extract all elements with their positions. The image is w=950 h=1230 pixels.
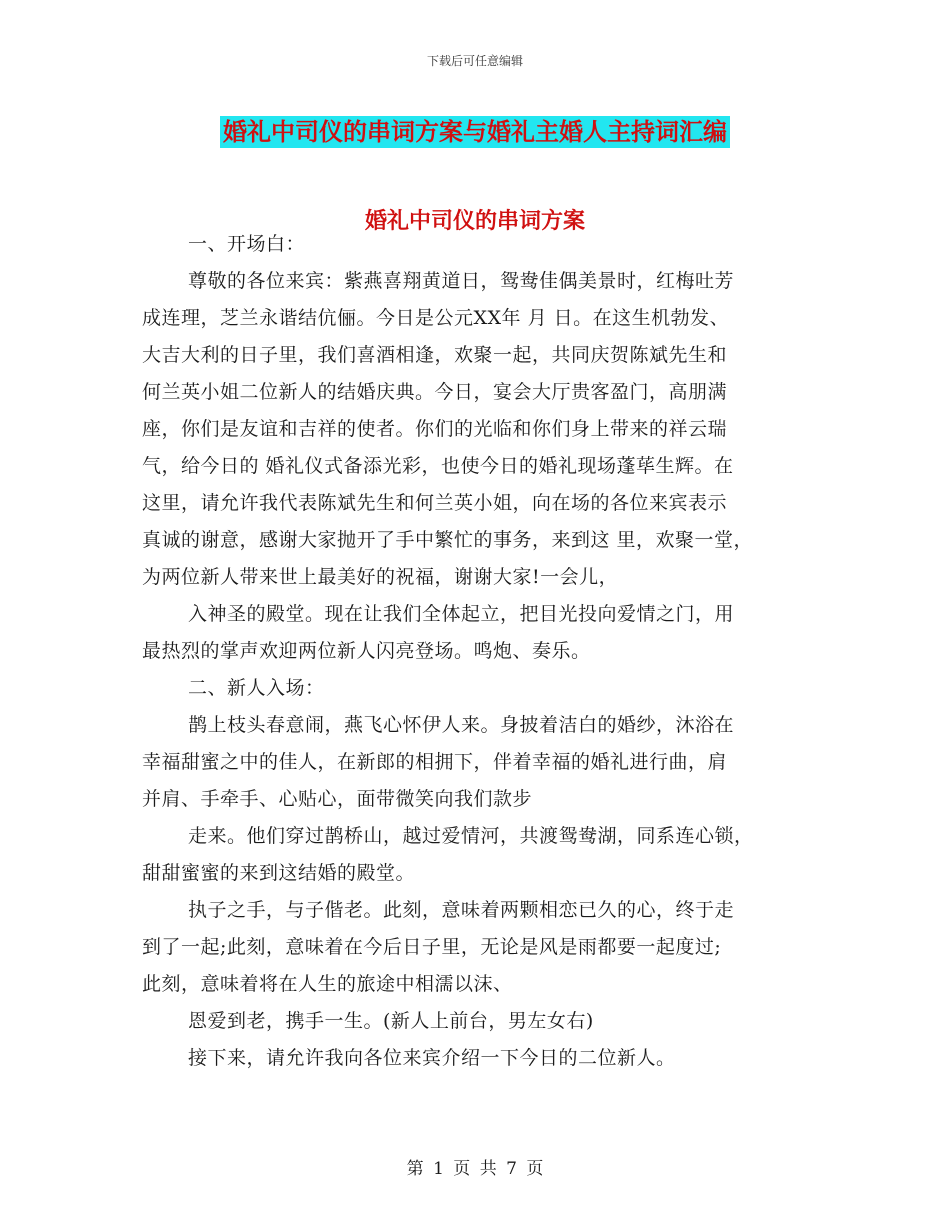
text-line: 二、新人入场：: [188, 677, 325, 699]
text-line: 鹊上枝头春意闹，燕飞心怀伊人来。身披着洁白的婚纱，沐浴在: [188, 714, 735, 736]
document-title: 婚礼中司仪的串词方案与婚礼主婚人主持词汇编: [220, 116, 730, 148]
text-line: 一、开场白：: [188, 233, 306, 255]
text-line: 成连理，芝兰永谐结伉俪。今日是公元XX年 月 日。在这生机勃发、: [142, 307, 730, 329]
text-line: 接下来，请允许我向各位来宾介绍一下今日的二位新人。: [188, 1047, 676, 1069]
text-line: 恩爱到老，携手一生。(新人上前台，男左女右): [188, 1010, 594, 1032]
text-line: 真诚的谢意，感谢大家抛开了手中繁忙的事务，来到这 里，欢聚一堂，: [142, 529, 754, 551]
text-line: 到了一起;此刻，意味着在今后日子里，无论是风是雨都要一起度过;: [142, 936, 722, 958]
text-line: 座，你们是友谊和吉祥的使者。你们的光临和你们身上带来的祥云瑞: [142, 418, 728, 440]
document-body: [142, 226, 822, 1077]
text-line: 大吉大利的日子里，我们喜酒相逢，欢聚一起，共同庆贺陈斌先生和: [142, 344, 728, 366]
page-footer: 第 1 页 共 7 页: [406, 1159, 544, 1179]
text-line: 为两位新人带来世上最美好的祝福，谢谢大家!一会儿，: [142, 566, 619, 588]
text-line: 气，给今日的 婚礼仪式备添光彩，也使今日的婚礼现场蓬荜生辉。在: [142, 455, 734, 477]
text-line: 何兰英小姐二位新人的结婚庆典。今日，宴会大厅贵客盈门，高朋满: [142, 381, 728, 403]
text-line: 这里，请允许我代表陈斌先生和何兰英小姐，向在场的各位来宾表示: [142, 492, 728, 514]
document-title-block: [0, 112, 950, 147]
text-line: 此刻，意味着将在人生的旅途中相濡以沫、: [142, 973, 513, 995]
text-line: 入神圣的殿堂。现在让我们全体起立，把目光投向爱情之门，用: [188, 603, 735, 625]
text-line: 执子之手，与子偕老。此刻，意味着两颗相恋已久的心，终于走: [188, 899, 735, 921]
text-line: 走来。他们穿过鹊桥山，越过爱情河，共渡鸳鸯湖，同系连心锁，: [188, 825, 754, 847]
text-line: 最热烈的掌声欢迎两位新人闪亮登场。鸣炮、奏乐。: [142, 640, 591, 662]
page-header: 下载后可任意编辑: [426, 54, 523, 68]
text-line: 并肩、手牵手、心贴心，面带微笑向我们款步: [142, 788, 533, 810]
section-title: 婚礼中司仪的串词方案: [364, 209, 585, 234]
text-line: 尊敬的各位来宾：紫燕喜翔黄道日，鸳鸯佳偶美景时，红梅吐芳: [188, 270, 735, 292]
text-line: 幸福甜蜜之中的佳人，在新郎的相拥下，伴着幸福的婚礼进行曲，肩: [142, 751, 728, 773]
text-line: 甜甜蜜蜜的来到这结婚的殿堂。: [142, 862, 416, 884]
